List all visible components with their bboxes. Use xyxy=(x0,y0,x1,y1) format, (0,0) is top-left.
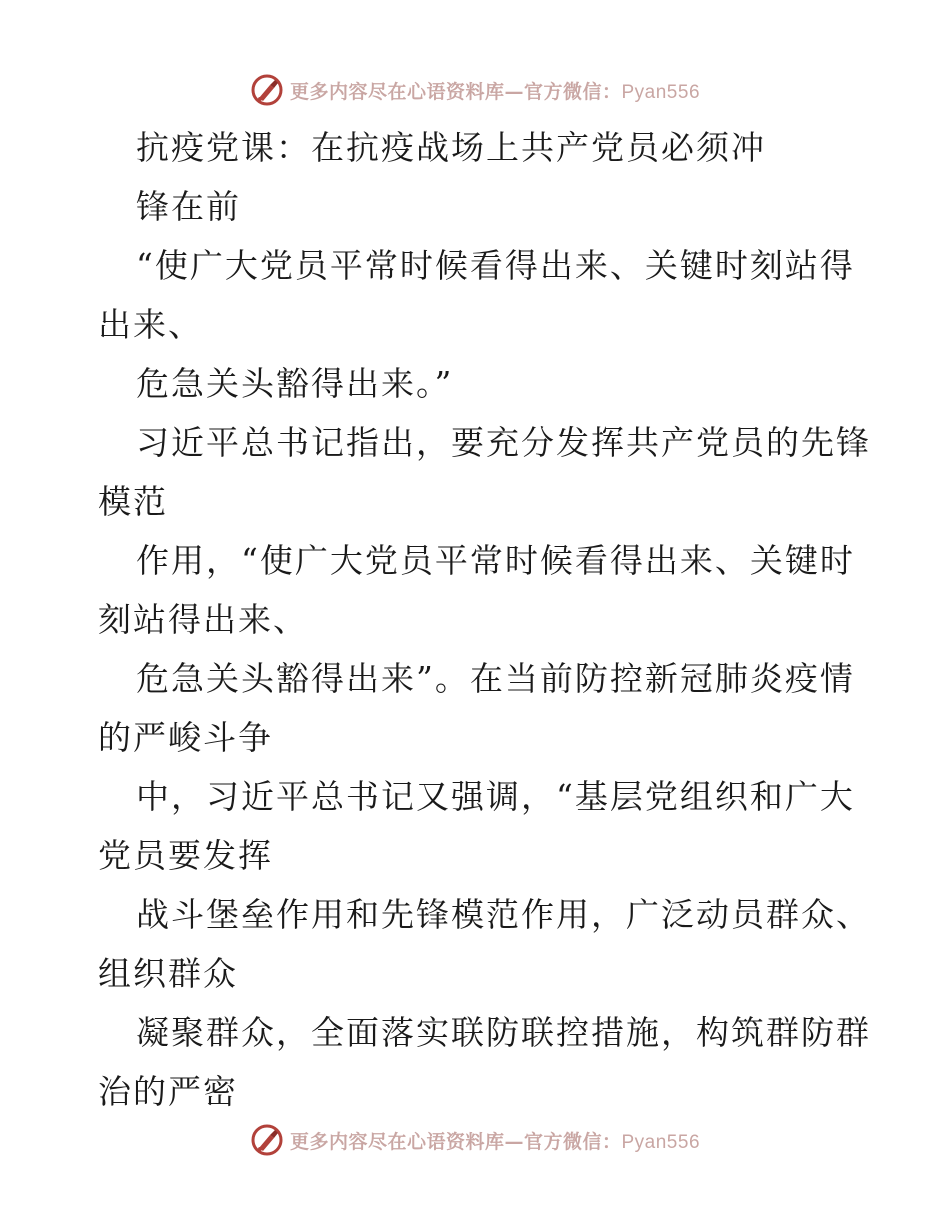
text-line: 作用，“使广大党员平常时候看得出来、关键时 xyxy=(136,541,855,580)
text-line: 出来、 xyxy=(98,305,203,344)
text-line: 抗疫党课：在抗疫战场上共产党员必须冲 xyxy=(136,128,766,167)
text-line: 组织群众 xyxy=(98,954,238,993)
text-line: 模范 xyxy=(98,482,168,521)
watermark-text: 更多内容尽在心语资料库—官方微信：Pyan556 xyxy=(289,1130,701,1153)
footer-watermark xyxy=(0,1120,950,1160)
text-line: 治的严密 xyxy=(98,1072,238,1111)
text-line: 中，习近平总书记又强调，“基层党组织和广大 xyxy=(136,777,855,816)
header-watermark xyxy=(0,70,950,110)
text-line: 凝聚群众，全面落实联防联控措施，构筑群防群 xyxy=(136,1013,871,1052)
text-line: 习近平总书记指出，要充分发挥共产党员的先锋 xyxy=(136,423,871,462)
text-line: 危急关头豁得出来”。在当前防控新冠肺炎疫情 xyxy=(136,659,855,698)
watermark-handle: Pyan556 xyxy=(621,1131,701,1153)
text-line: 锋在前 xyxy=(136,187,241,226)
document-body xyxy=(98,118,871,1121)
ink-pen-logo-icon xyxy=(250,73,284,107)
text-line: 战斗堡垒作用和先锋模范作用，广泛动员群众、 xyxy=(136,895,871,934)
text-line: 的严峻斗争 xyxy=(98,718,273,757)
text-line: “使广大党员平常时候看得出来、关键时刻站得 xyxy=(136,246,855,285)
text-line: 党员要发挥 xyxy=(98,836,273,875)
watermark-text: 更多内容尽在心语资料库—官方微信：Pyan556 xyxy=(289,80,701,103)
ink-pen-logo-icon xyxy=(250,1123,284,1157)
text-line: 危急关头豁得出来。” xyxy=(136,364,454,403)
watermark-handle: Pyan556 xyxy=(621,81,701,103)
text-line: 刻站得出来、 xyxy=(98,600,308,639)
